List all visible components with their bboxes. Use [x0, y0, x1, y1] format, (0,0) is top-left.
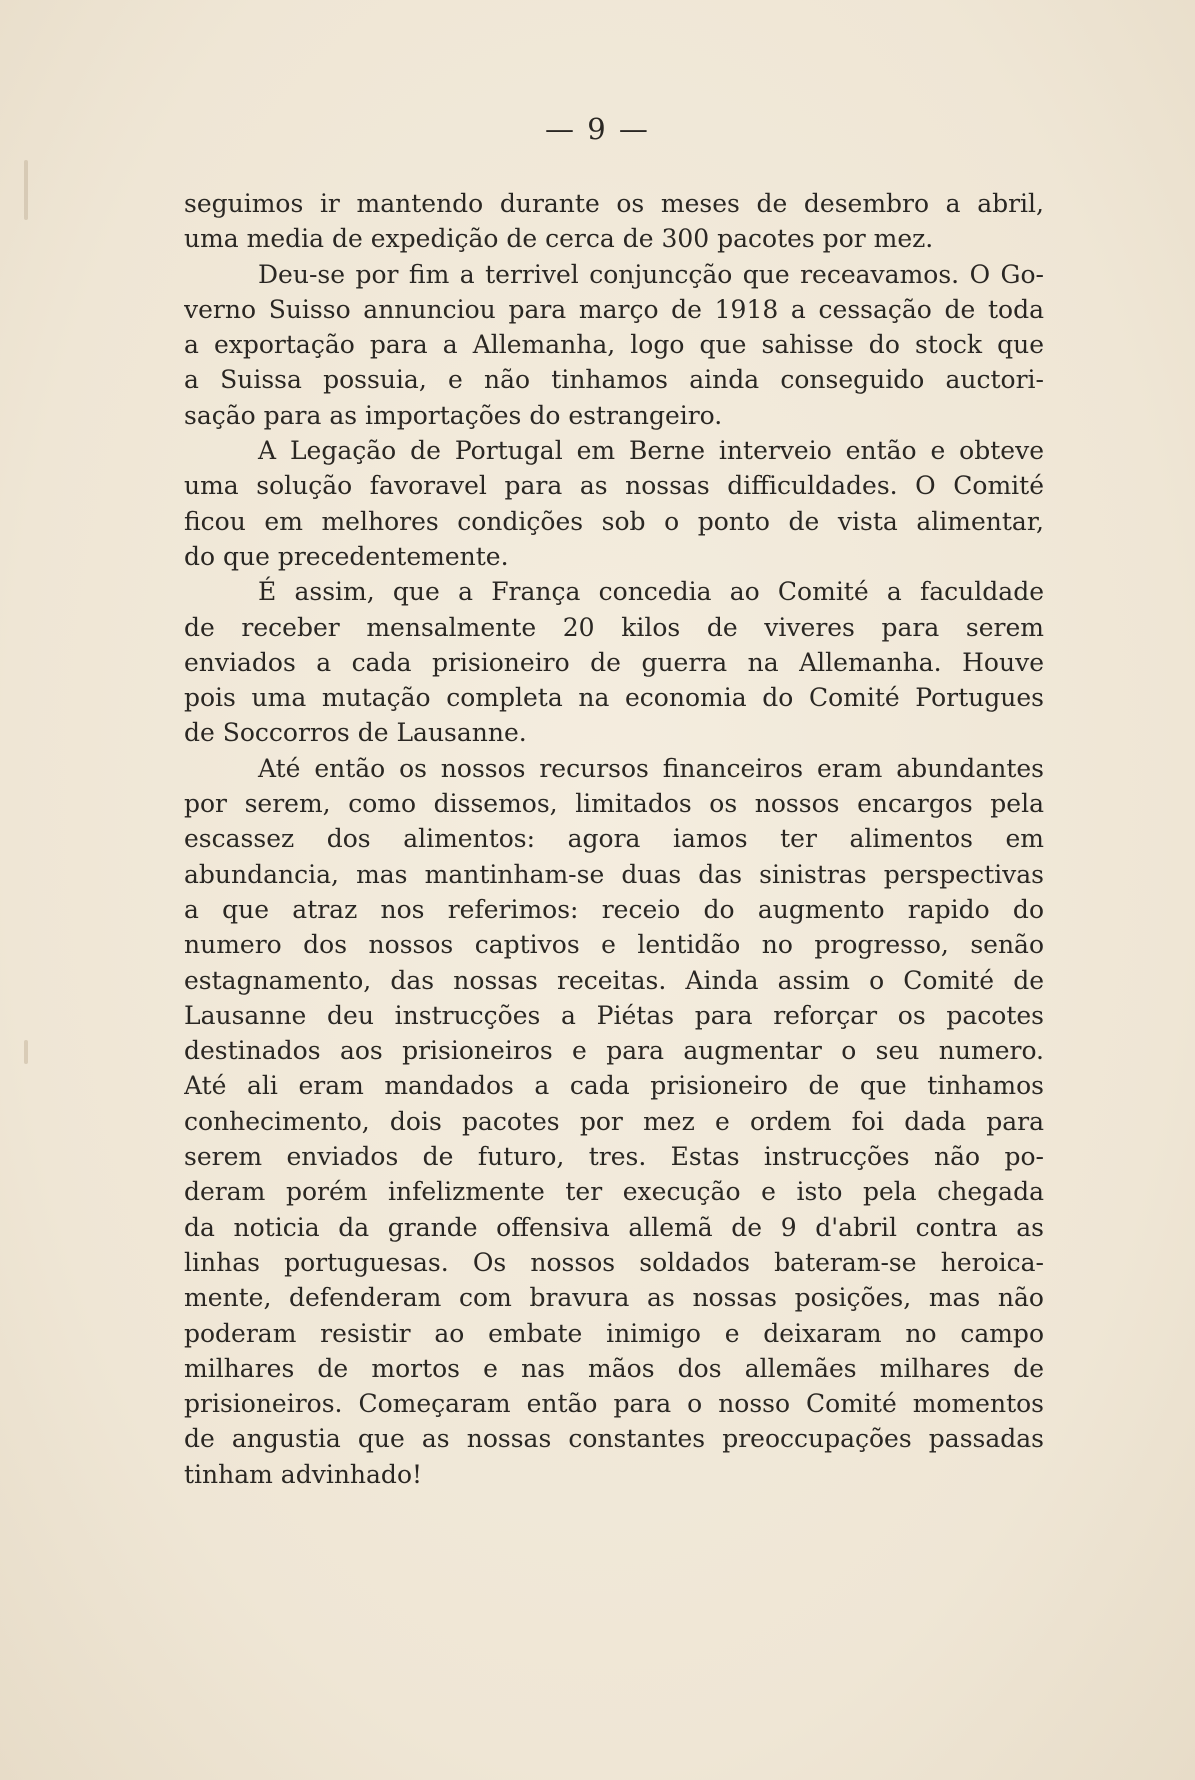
text-line: A Legação de Portugal em Berne interveio então e obteve: [258, 436, 1044, 466]
text-line: linhas portuguesas. Os nossos soldados bateram-se heroica-: [184, 1247, 1044, 1277]
text-line: É assim, que a França concedia ao Comité a faculdade: [258, 577, 1044, 607]
text-line: do que precedentemente.: [184, 541, 509, 571]
text-line: escassez dos alimentos: agora iamos ter alimentos em: [184, 824, 1044, 854]
text-line: por serem, como dissemos, limitados os nossos encargos pela: [184, 789, 1044, 819]
text-line: ficou em melhores condições sob o ponto de vista alimentar,: [184, 506, 1044, 536]
text-line: uma solução favoravel para as nossas difficuldades. O Comité: [184, 471, 1044, 501]
text-line: sação para as importações do estrangeiro.: [184, 400, 723, 430]
text-line: numero dos nossos captivos e lentidão no progresso, senão: [184, 930, 1044, 960]
text-line: abundancia, mas mantinham-se duas das sinistras perspectivas: [184, 859, 1044, 889]
text-line: Até então os nossos recursos financeiros eram abundantes: [258, 753, 1044, 783]
text-line: de angustia que as nossas constantes preoccupações passadas: [184, 1424, 1044, 1454]
text-line: pois uma mutação completa na economia do Comité Portugues: [184, 683, 1044, 713]
text-line: Lausanne deu instrucções a Piétas para reforçar os pacotes: [184, 1000, 1044, 1030]
body-text: [184, 186, 1044, 1492]
text-line: prisioneiros. Começaram então para o nosso Comité momentos: [184, 1389, 1044, 1419]
text-line: Deu-se por fim a terrivel conjuncção que receavamos. O Go-: [258, 259, 1044, 289]
text-line: a exportação para a Allemanha, logo que sahisse do stock que: [184, 330, 1044, 360]
text-line: destinados aos prisioneiros e para augmentar o seu numero.: [184, 1036, 1044, 1066]
text-line: estagnamento, das nossas receitas. Ainda assim o Comité de: [184, 965, 1044, 995]
text-line: milhares de mortos e nas mãos dos allemães milhares de: [184, 1353, 1044, 1383]
text-line: conhecimento, dois pacotes por mez e ordem foi dada para: [184, 1106, 1044, 1136]
text-line: verno Suisso annunciou para março de 1918 a cessação de toda: [184, 294, 1044, 324]
text-line: serem enviados de futuro, tres. Estas instrucções não po-: [184, 1142, 1044, 1172]
text-line: da noticia da grande offensiva allemã de 9 d'abril contra as: [184, 1212, 1044, 1242]
page-number: — 9 —: [545, 112, 650, 146]
text-line: seguimos ir mantendo durante os meses de desembro a abril,: [184, 189, 1044, 218]
page-edge-mark: [24, 1040, 28, 1064]
text-line: mente, defenderam com bravura as nossas posições, mas não: [184, 1283, 1044, 1313]
text-line: deram porém infelizmente ter execução e isto pela chegada: [184, 1177, 1044, 1207]
text-line: de receber mensalmente 20 kilos de viveres para serem: [184, 612, 1044, 642]
text-line: enviados a cada prisioneiro de guerra na Allemanha. Houve: [184, 647, 1044, 677]
text-line: poderam resistir ao embate inimigo e deixaram no campo: [184, 1318, 1044, 1348]
text-line: a Suissa possuia, e não tinhamos ainda conseguido auctori-: [184, 365, 1044, 395]
text-line: tinham advinhado!: [184, 1459, 423, 1489]
text-line: de Soccorros de Lausanne.: [184, 718, 527, 748]
text-line: a que atraz nos referimos: receio do augmento rapido do: [184, 894, 1044, 924]
page-edge-mark: [24, 160, 28, 220]
text-line: Até ali eram mandados a cada prisioneiro de que tinhamos: [184, 1071, 1044, 1101]
text-line: uma media de expedição de cerca de 300 pacotes por mez.: [184, 224, 934, 254]
